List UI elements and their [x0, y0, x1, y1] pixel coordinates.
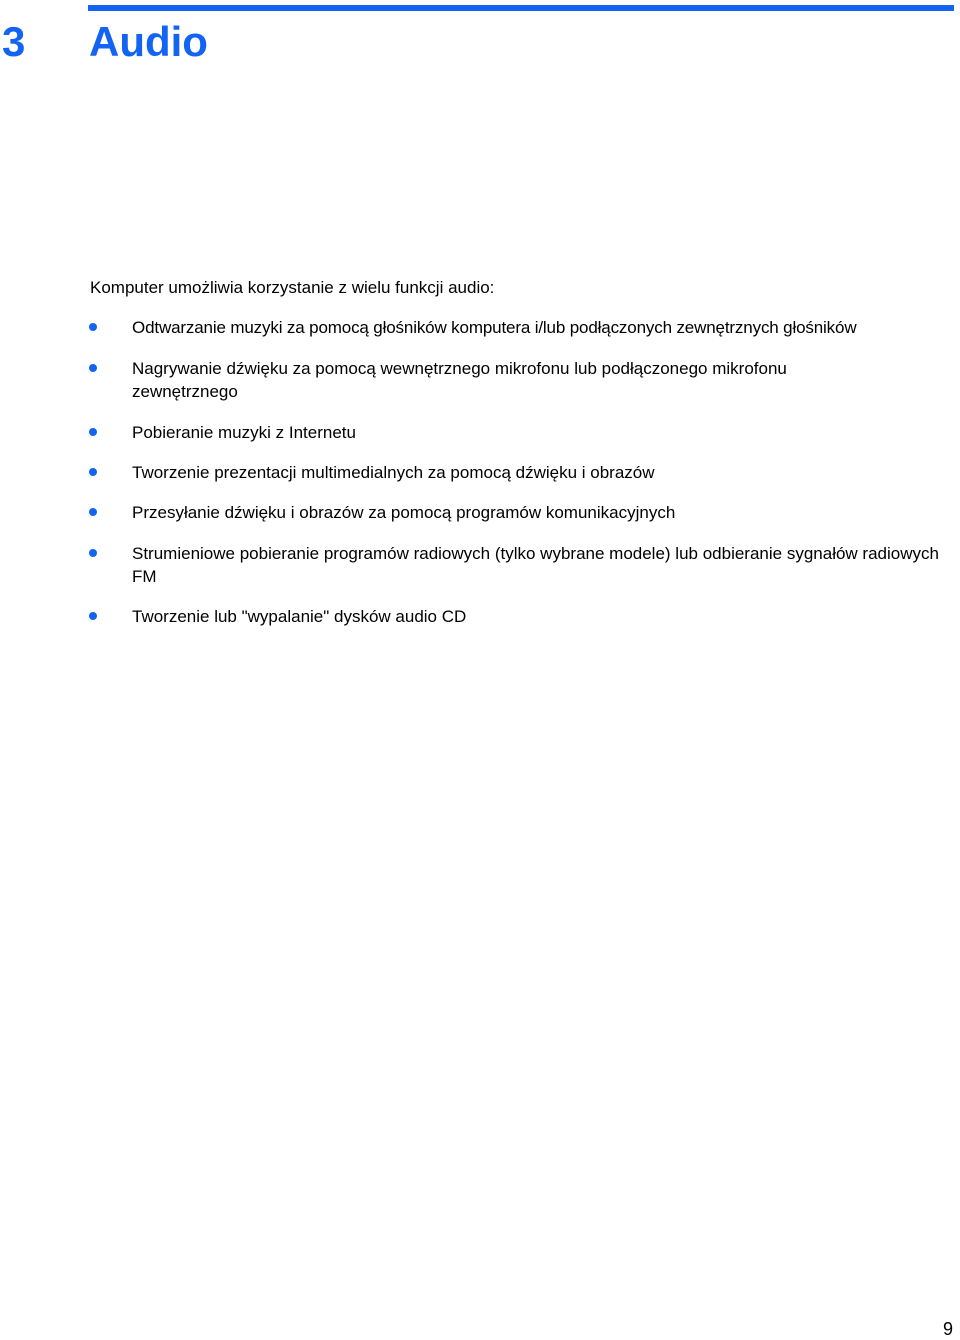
- list-item-text: Odtwarzanie muzyki za pomocą głośników komputera i/lub podłączonych zewnętrznych głośników: [132, 318, 857, 337]
- bullet-icon: [89, 364, 97, 372]
- bullet-icon: [89, 549, 97, 557]
- list-item-text: Strumieniowe pobieranie programów radiowych (tylko wybrane modele) lub odbieranie sygnałów radiowych FM: [132, 544, 939, 586]
- page-number: 9: [942, 1319, 953, 1339]
- list-item-text: Przesyłanie dźwięku i obrazów za pomocą programów komunikacyjnych: [132, 503, 676, 522]
- bullet-icon: [89, 612, 97, 620]
- chapter-title: Audio: [89, 18, 208, 65]
- bullet-icon: [89, 323, 97, 331]
- chapter-number: 3: [2, 18, 26, 65]
- bullet-icon: [89, 468, 97, 476]
- list-item-text: Tworzenie lub "wypalanie" dysków audio CD: [132, 607, 467, 626]
- bullet-icon: [89, 428, 97, 436]
- list-item-text: Pobieranie muzyki z Internetu: [132, 423, 356, 442]
- list-item-text: Nagrywanie dźwięku za pomocą wewnętrznego mikrofonu lub podłączonego mikrofonu zewnętrznego: [132, 359, 787, 401]
- intro-paragraph: Komputer umożliwia korzystanie z wielu funkcji audio:: [90, 278, 495, 297]
- list-item-text: Tworzenie prezentacji multimedialnych za pomocą dźwięku i obrazów: [132, 463, 655, 482]
- chapter-top-rule: [88, 5, 954, 11]
- bullet-icon: [89, 508, 97, 516]
